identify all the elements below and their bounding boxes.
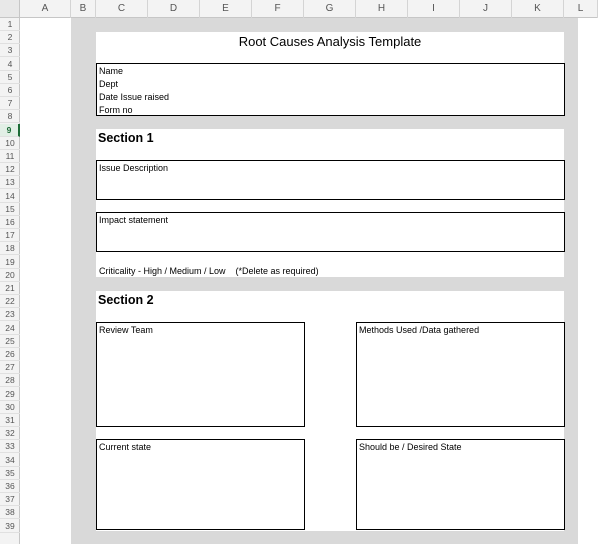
row-header-19[interactable]: 19 [0, 256, 20, 269]
row-header-5[interactable]: 5 [0, 71, 20, 84]
column-header-h[interactable]: H [356, 0, 408, 18]
column-header-i[interactable]: I [408, 0, 460, 18]
row-header-21[interactable]: 21 [0, 282, 20, 295]
methods-used-box[interactable] [356, 322, 565, 427]
row-header-28[interactable]: 28 [0, 374, 20, 387]
row-header-38[interactable]: 38 [0, 506, 20, 519]
column-header-d[interactable]: D [148, 0, 200, 18]
section1-band [96, 129, 564, 277]
form-no-label: Form no [99, 105, 133, 115]
page-title: Root Causes Analysis Template [238, 34, 422, 49]
row-header-37[interactable]: 37 [0, 493, 20, 506]
row-header-17[interactable]: 17 [0, 229, 20, 242]
row-header-29[interactable]: 29 [0, 388, 20, 401]
row-header-2[interactable]: 2 [0, 31, 20, 44]
row-header-12[interactable]: 12 [0, 163, 20, 176]
column-header-e[interactable]: E [200, 0, 252, 18]
methods-used-label: Methods Used /Data gathered [359, 325, 480, 335]
row-header-31[interactable]: 31 [0, 414, 20, 427]
row-header-22[interactable]: 22 [0, 295, 20, 308]
row-header-32[interactable]: 32 [0, 427, 20, 440]
row-header-30[interactable]: 30 [0, 401, 20, 414]
row-header-16[interactable]: 16 [0, 216, 20, 229]
name-label: Name [99, 66, 124, 76]
row-header-39[interactable]: 39 [0, 520, 20, 533]
row-header-24[interactable]: 24 [0, 322, 20, 335]
current-state-box[interactable] [96, 439, 305, 530]
column-header-l[interactable]: L [564, 0, 598, 18]
criticality-label: Criticality - High / Medium / Low (*Delete as required) [99, 266, 319, 276]
row-header-1[interactable]: 1 [0, 18, 20, 31]
date-issue-raised-label: Date Issue raised [99, 92, 170, 102]
current-state-label: Current state [99, 442, 152, 452]
dept-label: Dept [99, 79, 119, 89]
row-header-25[interactable]: 25 [0, 335, 20, 348]
row-header-36[interactable]: 36 [0, 480, 20, 493]
select-all-corner[interactable] [0, 0, 20, 18]
row-header-11[interactable]: 11 [0, 150, 20, 163]
desired-state-label: Should be / Desired State [359, 442, 462, 452]
column-header-k[interactable]: K [512, 0, 564, 18]
row-header-9[interactable]: 9 [0, 124, 20, 137]
row-header-4[interactable]: 4 [0, 58, 20, 71]
row-header-33[interactable]: 33 [0, 440, 20, 453]
impact-statement-label: Impact statement [99, 215, 169, 225]
column-header-c[interactable]: C [96, 0, 148, 18]
row-header-6[interactable]: 6 [0, 84, 20, 97]
row-header-34[interactable]: 34 [0, 454, 20, 467]
row-header-27[interactable]: 27 [0, 361, 20, 374]
row-header-14[interactable]: 14 [0, 190, 20, 203]
row-header-23[interactable]: 23 [0, 308, 20, 321]
row-header-8[interactable]: 8 [0, 110, 20, 123]
column-header-a[interactable]: A [20, 0, 71, 18]
row-header-15[interactable]: 15 [0, 203, 20, 216]
section1-heading: Section 1 [98, 131, 154, 145]
row-header-26[interactable]: 26 [0, 348, 20, 361]
row-header-13[interactable]: 13 [0, 176, 20, 189]
column-header-f[interactable]: F [252, 0, 304, 18]
column-header-b[interactable]: B [71, 0, 96, 18]
row-header-3[interactable]: 3 [0, 44, 20, 57]
row-header-10[interactable]: 10 [0, 137, 20, 150]
review-team-label: Review Team [99, 325, 153, 335]
row-header-7[interactable]: 7 [0, 97, 20, 110]
issue-description-label: Issue Description [99, 163, 169, 173]
row-header-18[interactable]: 18 [0, 242, 20, 255]
row-header-35[interactable]: 35 [0, 467, 20, 480]
section2-heading: Section 2 [98, 293, 154, 307]
column-header-g[interactable]: G [304, 0, 356, 18]
column-header-bar [20, 0, 598, 18]
column-header-j[interactable]: J [460, 0, 512, 18]
info-box[interactable] [96, 63, 565, 116]
review-team-box[interactable] [96, 322, 305, 427]
row-header-20[interactable]: 20 [0, 269, 20, 282]
desired-state-box[interactable] [356, 439, 565, 530]
row-header-bar [0, 18, 20, 544]
